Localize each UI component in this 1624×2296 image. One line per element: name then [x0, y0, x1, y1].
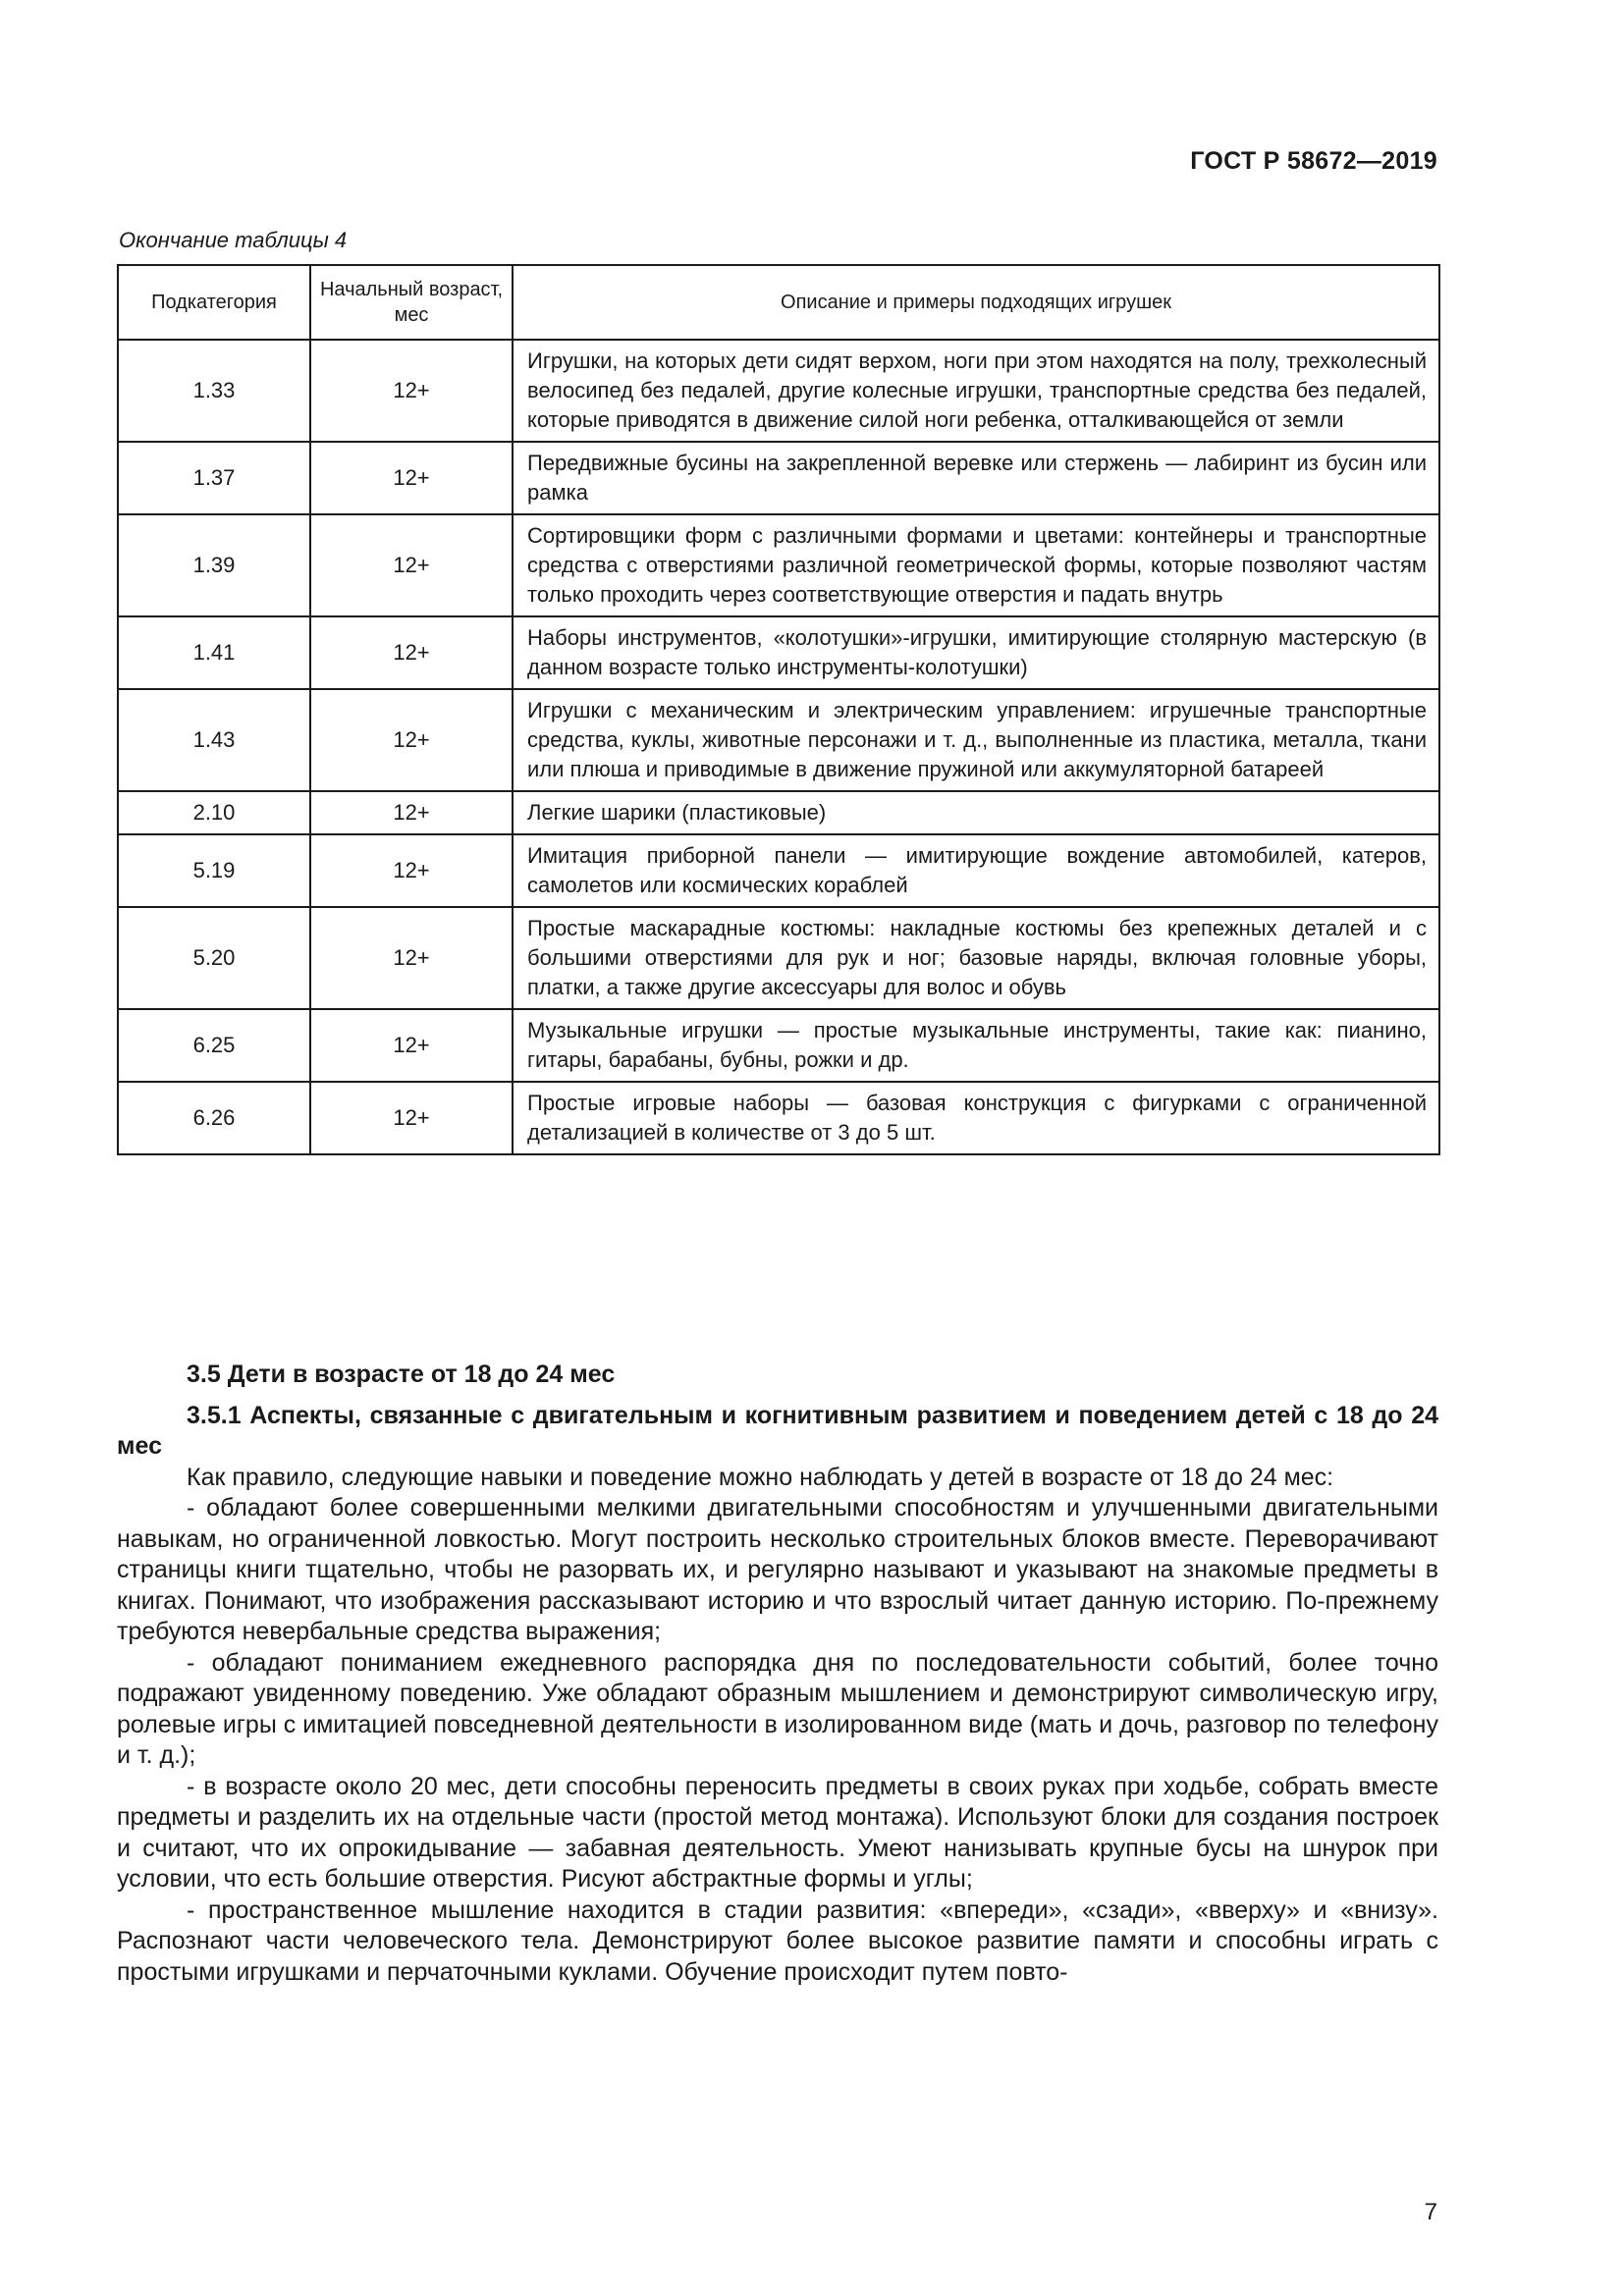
cell-subcategory: 1.33	[118, 340, 310, 442]
cell-subcategory: 1.43	[118, 689, 310, 791]
cell-description: Игрушки, на которых дети сидят верхом, ноги при этом находятся на полу, трехколесный велосипед без педалей, другие колесные игрушки, транспортные средства без педалей, которые приводятся в движение силой ноги ребенка, отталкивающейся от земли	[513, 340, 1439, 442]
cell-description: Игрушки с механическим и электрическим управлением: игрушечные транспортные средства, куклы, животные персонажи и т. д., выполненные из пластика, металла, ткани или плюша и приводимые в движение пружиной или аккумуляторной батареей	[513, 689, 1439, 791]
paragraph: - обладают более совершенными мелкими двигательными способностям и улучшенными двигательными навыкам, но ограниченной ловкостью. Могут построить несколько строительных блоков вместе. Переворачивают страницы книги тщательно, чтобы не разорвать их, и регулярно называют и указывают на знакомые предметы в книгах. Понимают, что изображения рассказывают историю и что взрослый читает данную историю. По-прежнему требуются невербальные средства выражения;	[117, 1494, 1438, 1645]
table-row	[118, 791, 1439, 834]
column-header-subcategory: Подкатегория	[118, 265, 310, 340]
paragraph: - обладают пониманием ежедневного распорядка дня по последовательности событий, более точно подражают увиденному поведению. Уже обладают образным мышлением и демонстрируют символическую игру, ролевые игры с имитацией повседневной деятельности в изолированном виде (мать и дочь, разговор по телефону и т. д.);	[117, 1648, 1438, 1769]
cell-subcategory: 6.26	[118, 1082, 310, 1154]
cell-age: 12+	[310, 616, 513, 689]
cell-subcategory: 1.37	[118, 442, 310, 514]
paragraph: Как правило, следующие навыки и поведение можно наблюдать у детей в возрасте от 18 до 24 мес:	[187, 1463, 1334, 1491]
cell-subcategory: 5.20	[118, 907, 310, 1009]
paragraph: - в возрасте около 20 мес, дети способны переносить предметы в своих руках при ходьбе, собрать вместе предметы и разделить их на отдельные части (простой метод монтажа). Используют блоки для создания построек и считают, что их опрокидывание — забавная деятельность. Умеют нанизывать крупные бусы на шнурок при условии, что есть большие отверстия. Рисуют абстрактные формы и углы;	[117, 1772, 1438, 1893]
table-row	[118, 340, 1439, 442]
cell-subcategory: 6.25	[118, 1009, 310, 1082]
cell-age: 12+	[310, 442, 513, 514]
cell-description: Наборы инструментов, «колотушки»-игрушки, имитирующие столярную мастерскую (в данном возрасте только инструменты-колотушки)	[513, 616, 1439, 689]
cell-description: Имитация приборной панели — имитирующие вождение автомобилей, катеров, самолетов или космических кораблей	[513, 834, 1439, 907]
cell-age: 12+	[310, 834, 513, 907]
table-row	[118, 907, 1439, 1009]
table-header-row	[118, 265, 1439, 340]
page-number: 7	[1424, 2199, 1437, 2225]
cell-description: Простые маскарадные костюмы: накладные костюмы без крепежных деталей и с большими отверстиями для рук и ног; базовые наряды, включая головные уборы, платки, а также другие аксессуары для волос и обувь	[513, 907, 1439, 1009]
table-caption: Окончание таблицы 4	[119, 228, 348, 252]
cell-description: Передвижные бусины на закрепленной веревке или стержень — лабиринт из бусин или рамка	[513, 442, 1439, 514]
cell-subcategory: 2.10	[118, 791, 310, 834]
cell-description: Простые игровые наборы — базовая конструкция с фигурками с ограниченной детализацией в количестве от 3 до 5 шт.	[513, 1082, 1439, 1154]
paragraph: - пространственное мышление находится в стадии развития: «впереди», «сзади», «вверху» и «внизу». Распознают части человеческого тела. Демонстрируют более высокое развитие памяти и способны играть с простыми игрушками и перчаточными куклами. Обучение происходит путем повто-	[117, 1896, 1438, 1986]
column-header-start-age: Начальный возраст, мес	[310, 265, 513, 340]
cell-age: 12+	[310, 514, 513, 616]
subsection-title: 3.5.1 Аспекты, связанные с двигательным и когнитивным развитием и поведением детей с 18 до 24 мес	[117, 1401, 1438, 1460]
cell-subcategory: 1.41	[118, 616, 310, 689]
table-row	[118, 514, 1439, 616]
cell-description: Легкие шарики (пластиковые)	[513, 791, 1439, 834]
cell-age: 12+	[310, 1082, 513, 1154]
cell-subcategory: 5.19	[118, 834, 310, 907]
table-row	[118, 616, 1439, 689]
section-body	[117, 1360, 1438, 1988]
table-row	[118, 689, 1439, 791]
column-header-description: Описание и примеры подходящих игрушек	[513, 265, 1439, 340]
cell-age: 12+	[310, 1009, 513, 1082]
table-row	[118, 442, 1439, 514]
cell-description: Сортировщики форм с различными формами и цветами: контейнеры и транспортные средства с отверстиями различной геометрической формы, которые позволяют частям только проходить через соответствующие отверстия и падать внутрь	[513, 514, 1439, 616]
cell-age: 12+	[310, 340, 513, 442]
table-row	[118, 1009, 1439, 1082]
toy-category-table	[117, 264, 1440, 1155]
cell-subcategory: 1.39	[118, 514, 310, 616]
document-standard-number: ГОСТ Р 58672—2019	[1190, 147, 1437, 175]
cell-age: 12+	[310, 689, 513, 791]
cell-age: 12+	[310, 791, 513, 834]
section-title: 3.5 Дети в возрасте от 18 до 24 мес	[187, 1361, 616, 1388]
cell-description: Музыкальные игрушки — простые музыкальные инструменты, такие как: пианино, гитары, барабаны, бубны, рожки и др.	[513, 1009, 1439, 1082]
table-row	[118, 1082, 1439, 1154]
cell-age: 12+	[310, 907, 513, 1009]
table-row	[118, 834, 1439, 907]
